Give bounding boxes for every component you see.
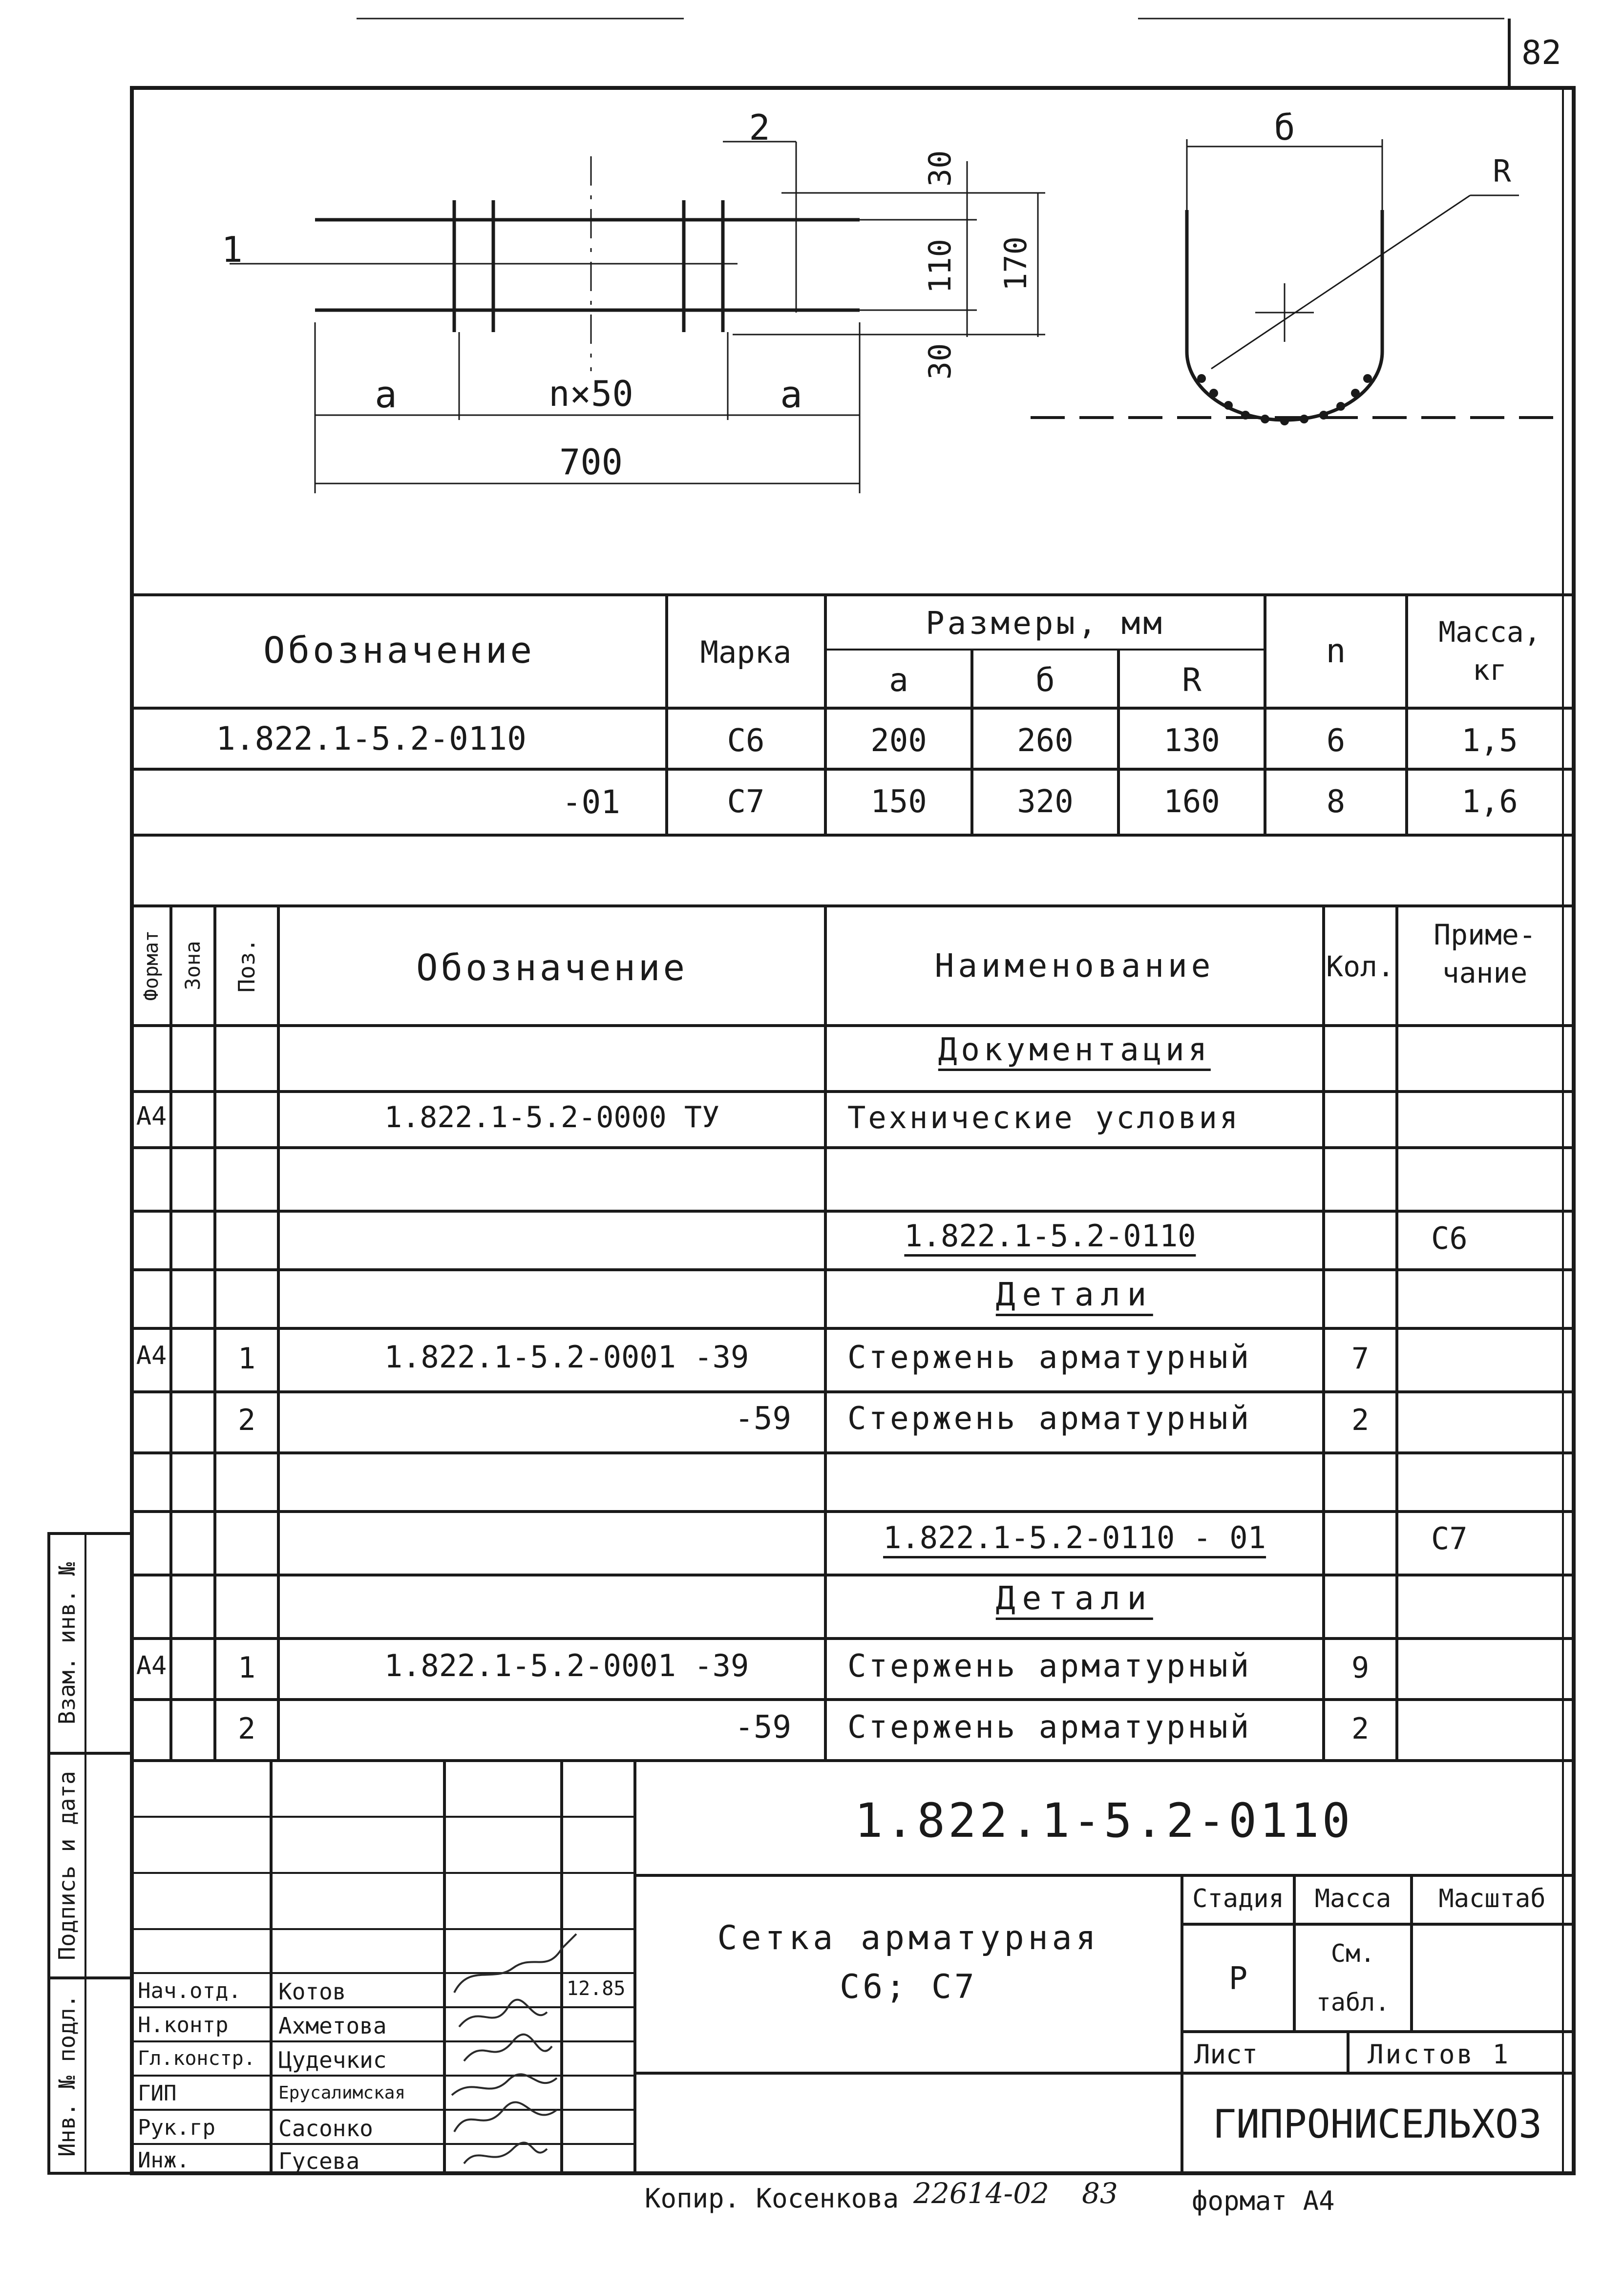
dim-a-left: a	[375, 373, 397, 416]
params-header-b: б	[1035, 661, 1055, 699]
spec-header-note: Приме-чание	[1434, 918, 1536, 990]
params-header-a: a	[889, 661, 908, 699]
params-header-n: n	[1326, 632, 1346, 671]
params-row-1-mark: С6	[727, 723, 765, 759]
dim-170: 170	[998, 236, 1033, 291]
signature-3	[464, 2035, 552, 2061]
spec-assembly-c7: 1.822.1-5.2-0110 - 01	[883, 1523, 1266, 1558]
spec-assembly-c7-note: С7	[1431, 1521, 1468, 1556]
spec-row-11-format: А4	[136, 1651, 167, 1681]
params-row-1-designation: 1.822.1-5.2-0110	[216, 720, 527, 757]
dim-b: б	[1274, 107, 1295, 148]
signer-role-6: Инж.	[138, 2148, 190, 2173]
signer-role-4: ГИП	[138, 2081, 177, 2106]
signer-role-5: Рук.гр	[138, 2115, 215, 2140]
params-header-mark: Марка	[700, 634, 792, 670]
spec-header-pos: Поз.	[233, 938, 260, 993]
signature-4	[452, 2074, 557, 2095]
params-row-2-mark: С7	[727, 784, 765, 820]
spec-row-12-name: Стержень арматурный	[847, 1709, 1252, 1745]
spec-row-7-qty: 2	[1351, 1403, 1370, 1437]
footer-order: 22614-02	[913, 2177, 1049, 2210]
signature-5	[454, 2102, 557, 2132]
mass-label: Масса	[1314, 1884, 1392, 1913]
signer-role-2: Н.контр	[138, 2013, 229, 2038]
params-row-1-b: 260	[1017, 723, 1074, 759]
mass-value-1: См.	[1330, 1939, 1375, 1968]
signer-name-3: Цудечкис	[278, 2047, 387, 2073]
scale-label: Масштаб	[1438, 1884, 1546, 1913]
signer-name-2: Ахметова	[278, 2013, 387, 2039]
dim-a-right: a	[780, 373, 802, 416]
callout-1: 1	[221, 229, 243, 270]
stamp-inv-repl: Взам. инв. №	[54, 1562, 80, 1725]
spec-section-details-2: Детали	[996, 1582, 1153, 1620]
spec-section-details-1: Детали	[996, 1279, 1153, 1316]
params-row-2-n: 8	[1326, 784, 1346, 820]
signer-name-4: Ерусалимская	[278, 2083, 406, 2103]
approval-date: 12.85	[567, 1977, 626, 2000]
spec-row-11-designation: 1.822.1-5.2-0001 -39	[384, 1648, 749, 1683]
spec-row-6-designation: 1.822.1-5.2-0001 -39	[384, 1339, 749, 1375]
spec-row-12-pos: 2	[237, 1712, 256, 1746]
footer-format: формат А4	[1192, 2185, 1335, 2216]
params-row-1-a: 200	[870, 723, 927, 759]
signer-name-1: Котов	[278, 1978, 346, 2005]
spec-row-11-pos: 1	[237, 1651, 256, 1685]
params-row-2-designation: -01	[562, 783, 620, 821]
dim-n50: n×50	[548, 373, 633, 414]
spec-row-11-qty: 9	[1351, 1651, 1370, 1685]
params-row-2-R: 160	[1163, 784, 1220, 820]
spec-header-name: Наименование	[934, 947, 1215, 985]
dim-30-top: 30	[922, 150, 958, 187]
organization: ГИПРОНИСЕЛЬХОЗ	[1212, 2101, 1542, 2147]
spec-header-qty: Кол.	[1326, 950, 1394, 983]
spec-row-12-qty: 2	[1351, 1712, 1370, 1746]
footer-copied: Копир. Косенкова	[645, 2183, 899, 2214]
signature-6	[464, 2143, 547, 2164]
stamp-inv-orig: Инв. № подл.	[54, 1994, 80, 2157]
params-header-sizes: Размеры, мм	[926, 606, 1165, 642]
spec-row-11-name: Стержень арматурный	[847, 1648, 1252, 1684]
doc-title-line2: С6; С7	[840, 1968, 977, 2006]
signer-role-1: Нач.отд.	[138, 1978, 241, 2003]
params-row-2-b: 320	[1017, 784, 1074, 820]
spec-section-documentation: Документация	[938, 1034, 1211, 1071]
callout-2: 2	[749, 107, 770, 148]
stage-label: Стадия	[1192, 1884, 1284, 1913]
mass-value-2: табл.	[1316, 1988, 1390, 2017]
signer-role-3: Гл.констр.	[138, 2047, 255, 2070]
spec-header-zone: Зона	[181, 941, 205, 990]
params-row-1-mass: 1,5	[1461, 723, 1518, 759]
signature-2	[459, 2000, 547, 2027]
stamp-sign-date: Подпись и дата	[54, 1771, 80, 1960]
params-row-2-a: 150	[870, 784, 927, 820]
spec-row-7-pos: 2	[237, 1403, 256, 1437]
spec-row-12-designation: -59	[735, 1709, 791, 1745]
doc-number: 1.822.1-5.2-0110	[854, 1793, 1353, 1848]
signature-1	[454, 1934, 576, 1993]
doc-title-line1: Сетка арматурная	[717, 1919, 1100, 1957]
spec-assembly-c6-note: С6	[1431, 1220, 1468, 1256]
params-row-1-n: 6	[1326, 723, 1346, 759]
spec-row-2-name: Технические условия	[847, 1100, 1241, 1135]
spec-row-6-format: А4	[136, 1341, 167, 1370]
spec-header-designation: Обозначение	[416, 947, 688, 989]
spec-assembly-c6: 1.822.1-5.2-0110	[904, 1221, 1196, 1257]
sheet-number: 82	[1521, 34, 1561, 72]
dim-110: 110	[922, 239, 958, 294]
spec-row-7-name: Стержень арматурный	[847, 1401, 1252, 1437]
signer-name-5: Сасонко	[278, 2115, 373, 2142]
spec-row-6-name: Стержень арматурный	[847, 1340, 1252, 1376]
params-header-mass: Масса, кг	[1438, 615, 1541, 687]
params-row-1-R: 130	[1163, 723, 1220, 759]
footer-page: 83	[1082, 2177, 1118, 2210]
spec-row-2-format: А4	[136, 1102, 167, 1131]
stage-value: Р	[1228, 1961, 1248, 1997]
spec-row-6-qty: 7	[1351, 1342, 1370, 1376]
params-row-2-mass: 1,6	[1461, 784, 1518, 820]
params-header-R: R	[1182, 661, 1202, 699]
dim-30-bottom: 30	[922, 343, 958, 380]
dim-R: R	[1493, 153, 1511, 189]
sheets-label: Листов 1	[1368, 2039, 1511, 2070]
spec-row-7-designation: -59	[735, 1401, 791, 1437]
spec-row-2-designation: 1.822.1-5.2-0000 ТУ	[384, 1100, 720, 1134]
sheet-label: Лист	[1194, 2039, 1258, 2070]
spec-header-format: Формат	[140, 930, 163, 1001]
spec-row-6-pos: 1	[237, 1342, 256, 1376]
signer-name-6: Гусева	[278, 2148, 360, 2174]
params-header-designation: Обозначение	[263, 630, 535, 672]
dim-total: 700	[559, 441, 623, 483]
